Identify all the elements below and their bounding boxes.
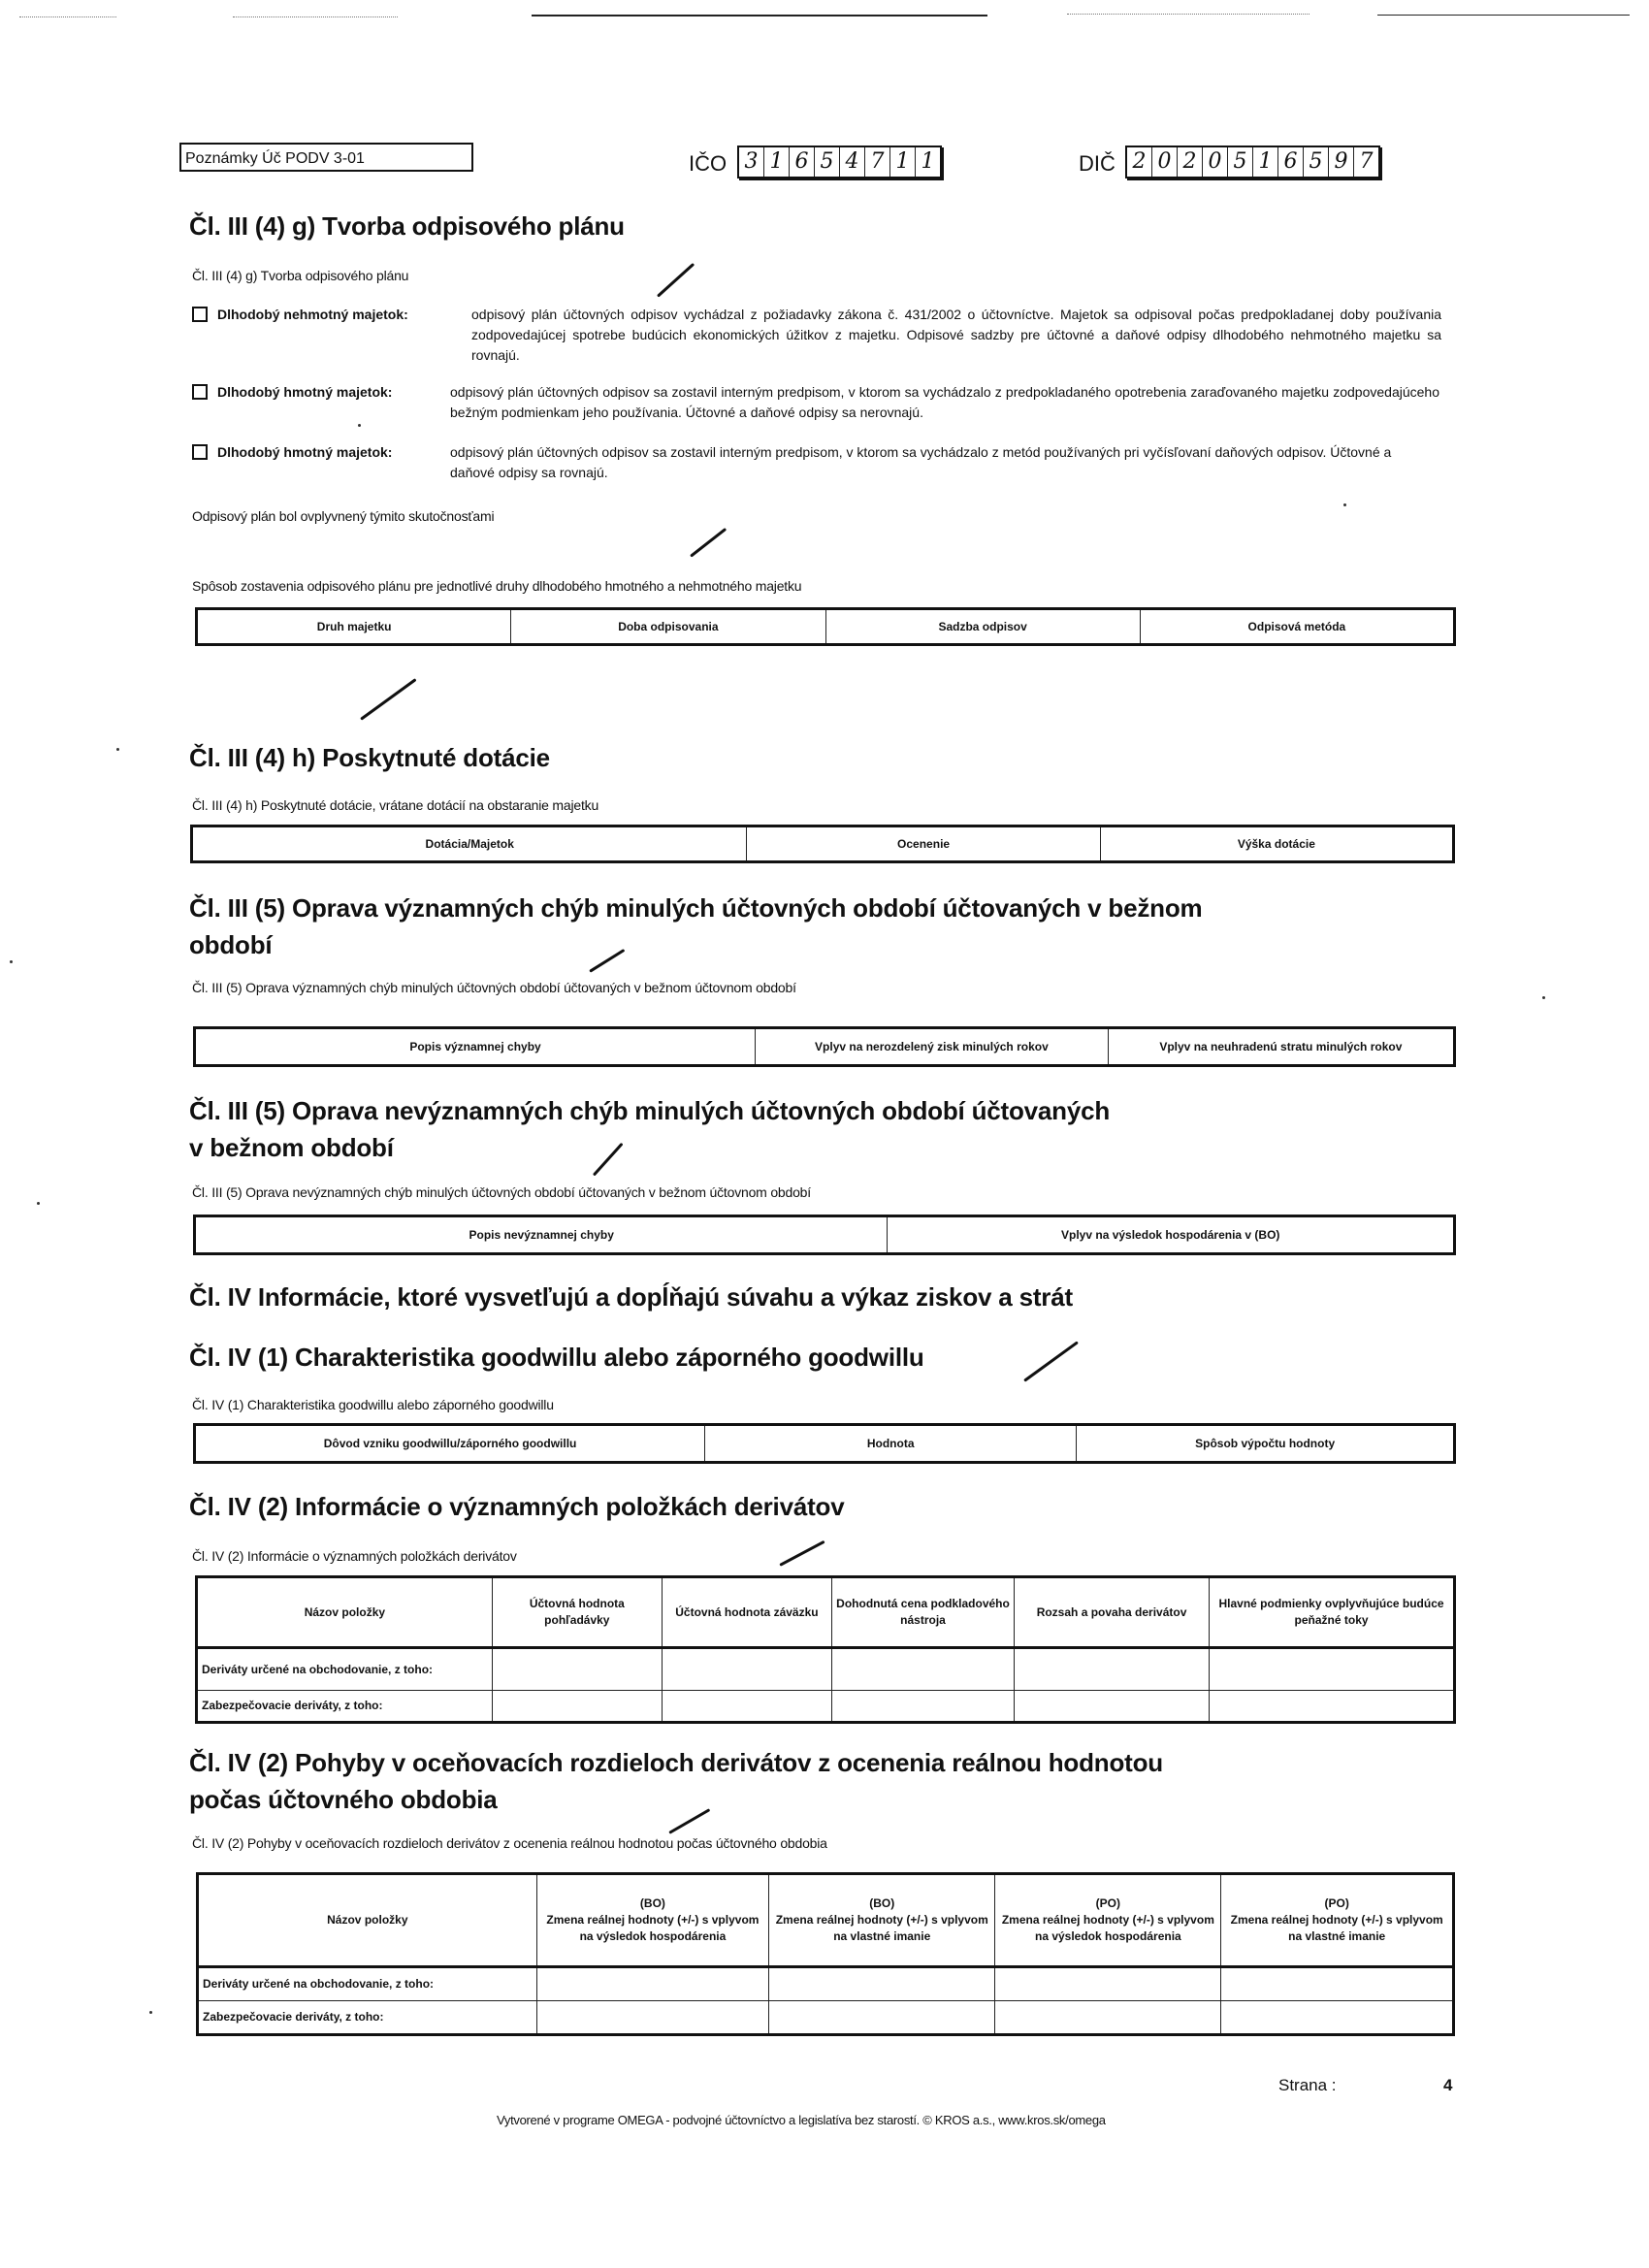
- col-header: Sadzba odpisov: [825, 609, 1140, 645]
- col-header: Popis nevýznamnej chyby: [195, 1216, 888, 1254]
- ico-digit: 1: [921, 149, 935, 174]
- header-period: (BO): [639, 1896, 665, 1910]
- section-title-goodwill: Čl. IV (1) Charakteristika goodwillu alebo záporného goodwillu: [189, 1343, 924, 1372]
- option-tangible-assets-1: [192, 382, 1445, 423]
- section-title-part-iv: Čl. IV Informácie, ktoré vysvetľujú a dopĺňajú súvahu a výkaz ziskov a strát: [189, 1282, 1073, 1312]
- section-title-insignificant-errors: [189, 1092, 1470, 1166]
- goodwill-table: [193, 1423, 1456, 1464]
- significant-errors-table: [193, 1026, 1456, 1067]
- section-title-derivatives-movements: [189, 1744, 1470, 1818]
- col-header: Druh majetku: [197, 609, 511, 645]
- handwritten-slash-mark: [779, 1540, 824, 1567]
- col-header: Výška dotácie: [1100, 826, 1453, 862]
- dic-digit: 5: [1304, 147, 1329, 177]
- page-number: 4: [1443, 2076, 1453, 2094]
- section-title-derivatives-info: Čl. IV (2) Informácie o významných položkách derivátov: [189, 1492, 845, 1521]
- col-header: [198, 1874, 537, 1967]
- option-label: Dlhodobý hmotný majetok:: [217, 444, 393, 460]
- title-line: Čl. III (5) Oprava významných chýb minulých účtovných období účtovaných v bežnom: [189, 893, 1203, 923]
- handwritten-slash-mark: [360, 678, 416, 721]
- table-cell[interactable]: [831, 1691, 1014, 1723]
- col-header: Popis významnej chyby: [195, 1028, 756, 1066]
- table-cell[interactable]: [1015, 1648, 1210, 1691]
- derivatives-movements-table: [196, 1872, 1455, 2036]
- ico-digit: 4: [840, 147, 865, 177]
- table-cell[interactable]: [492, 1648, 662, 1691]
- col-header: Ocenenie: [747, 826, 1100, 862]
- col-header: Doba odpisovania: [511, 609, 825, 645]
- table-cell[interactable]: [995, 2001, 1221, 2035]
- ico-digit: 7: [865, 147, 890, 177]
- scan-artifact-dots: [19, 16, 116, 18]
- table-row: [198, 2001, 1454, 2035]
- col-header: Vplyv na výsledok hospodárenia v (BO): [888, 1216, 1455, 1254]
- col-header: Účtovná hodnota pohľadávky: [492, 1577, 662, 1648]
- scan-speck: [37, 1202, 40, 1205]
- scan-speck: [10, 960, 13, 963]
- col-header: [536, 1874, 769, 1967]
- row-label: Zabezpečovacie deriváty, z toho:: [197, 1691, 493, 1723]
- scan-artifact-dots: [1067, 14, 1310, 16]
- col-header: Dohodnutá cena podkladového nástroja: [831, 1577, 1014, 1648]
- section-title-depreciation-plan: Čl. III (4) g) Tvorba odpisového plánu: [189, 211, 625, 241]
- section-subtitle: Čl. IV (1) Charakteristika goodwillu alebo záporného goodwillu: [192, 1397, 554, 1412]
- form-identifier: Poznámky Úč PODV 3-01: [179, 143, 473, 172]
- table-cell[interactable]: [536, 2001, 769, 2035]
- option-label: Dlhodobý hmotný majetok:: [217, 384, 393, 400]
- scan-speck: [149, 2011, 152, 2014]
- ico-digit: 6: [790, 147, 815, 177]
- col-header: [769, 1874, 995, 1967]
- ico-digit: 3: [739, 147, 764, 177]
- ico-label: IČO: [689, 151, 728, 176]
- ico-digit: 1: [890, 147, 916, 177]
- option-text: odpisový plán účtovných odpisov sa zostavil interným predpisom, v ktorom sa vychádzalo z predpokladaného opotrebenia zaraďovaného majetku zodpovedajúceho bežným podmienkam jeho používania. Účtovné a daňové odpisy sa nerovnajú.: [450, 384, 1439, 420]
- option-text: odpisový plán účtovných odpisov vychádzal z požiadavky zákona č. 431/2002 o účtovníctve. Majetok sa odpisoval počas predpokladanej doby používania zodpovedajúcej spotrebe budúcich ekonomických úžitkov z majetku. Odpisové sadzby pre účtovné a daňové odpisy dlhodobého nehmotného majetku sa rovnajú.: [471, 307, 1441, 363]
- col-header: Odpisová metóda: [1140, 609, 1454, 645]
- dic-digit: 1: [1253, 147, 1278, 177]
- table-cell[interactable]: [769, 2001, 995, 2035]
- page-label: Strana :: [1278, 2076, 1337, 2094]
- scan-speck: [358, 424, 361, 427]
- title-line: Čl. IV (2) Pohyby v oceňovacích rozdieloch derivátov z ocenenia reálnou hodnotou: [189, 1748, 1163, 1777]
- insignificant-errors-table: [193, 1215, 1456, 1255]
- table-cell[interactable]: [536, 1967, 769, 2001]
- scan-artifact-line: [532, 15, 987, 16]
- dic-digit: 0: [1203, 147, 1228, 177]
- header-description: Zmena reálnej hodnoty (+/-) s vplyvom na vlastné imanie: [775, 1913, 988, 1943]
- title-line: v bežnom období: [189, 1133, 394, 1162]
- depreciation-method-table: [195, 607, 1456, 646]
- table-cell[interactable]: [662, 1648, 831, 1691]
- col-header: Spôsob výpočtu hodnoty: [1077, 1425, 1455, 1463]
- ico-digit: 1: [764, 147, 790, 177]
- title-line: počas účtovného obdobia: [189, 1785, 498, 1814]
- dic-digit: 9: [1329, 147, 1354, 177]
- section-title-subsidies: Čl. III (4) h) Poskytnuté dotácie: [189, 743, 550, 772]
- section-subtitle: Čl. III (4) g) Tvorba odpisového plánu: [192, 268, 409, 283]
- derivatives-info-table: [195, 1575, 1456, 1724]
- dic-digit: 7: [1359, 149, 1374, 174]
- col-header: Dotácia/Majetok: [192, 826, 747, 862]
- section-subtitle: Čl. III (5) Oprava významných chýb minulých účtovných období účtovaných v bežnom účtovnom období: [192, 980, 796, 995]
- section-subtitle: Čl. III (5) Oprava nevýznamných chýb minulých účtovných období účtovaných v bežnom účtovnom období: [192, 1184, 811, 1200]
- option-tangible-assets-2: [192, 442, 1445, 483]
- handwritten-slash-mark: [1023, 1341, 1079, 1381]
- col-header: [1221, 1874, 1454, 1967]
- ico-field[interactable]: [737, 146, 942, 178]
- option-intangible-assets: [192, 305, 1445, 366]
- method-note: Spôsob zostavenia odpisového plánu pre jednotlivé druhy dlhodobého hmotného a nehmotného majetku: [192, 578, 802, 594]
- header-period: (PO): [1324, 1896, 1349, 1910]
- header-period: (BO): [869, 1896, 895, 1910]
- col-header: Vplyv na neuhradenú stratu minulých rokov: [1108, 1028, 1454, 1066]
- dic-digit: 2: [1178, 147, 1203, 177]
- section-subtitle: Čl. IV (2) Informácie o významných položkách derivátov: [192, 1548, 517, 1564]
- scan-speck: [1542, 996, 1545, 999]
- table-cell[interactable]: [995, 1967, 1221, 2001]
- title-line: období: [189, 930, 273, 959]
- dic-digit: 2: [1127, 147, 1152, 177]
- table-cell[interactable]: [1221, 1967, 1454, 2001]
- dic-field[interactable]: [1125, 146, 1380, 178]
- checkbox-intangible[interactable]: [192, 307, 208, 322]
- table-cell[interactable]: [1210, 1691, 1455, 1723]
- scan-artifact-line: [1377, 15, 1630, 16]
- table-cell[interactable]: [1015, 1691, 1210, 1723]
- row-label: Deriváty určené na obchodovanie, z toho:: [197, 1648, 493, 1691]
- table-cell[interactable]: [1210, 1648, 1455, 1691]
- table-cell[interactable]: [662, 1691, 831, 1723]
- checkbox-tangible-2[interactable]: [192, 444, 208, 460]
- section-subtitle: Čl. III (4) h) Poskytnuté dotácie, vrátane dotácií na obstaranie majetku: [192, 797, 599, 813]
- title-line: Čl. III (5) Oprava nevýznamných chýb minulých účtovných období účtovaných: [189, 1096, 1111, 1125]
- footer-credit: Vytvorené v programe OMEGA - podvojné účtovníctvo a legislatíva bez starostí. © KROS a.s., www.kros.sk/omega: [497, 2113, 1106, 2127]
- col-header: Hodnota: [705, 1425, 1077, 1463]
- option-text: odpisový plán účtovných odpisov sa zostavil interným predpisom, v ktorom sa vychádzalo z metód používaných pri vyčísľovaní daňových odpisov. Účtovné a daňové odpisy sa rovnajú.: [450, 444, 1392, 480]
- scan-artifact-dots: [233, 16, 398, 18]
- dic-label: DIČ: [1079, 151, 1116, 176]
- option-label: Dlhodobý nehmotný majetok:: [217, 307, 408, 322]
- scan-speck: [116, 748, 119, 751]
- col-header: Dôvod vzniku goodwillu/záporného goodwillu: [195, 1425, 705, 1463]
- ico-digit: 5: [815, 147, 840, 177]
- row-label: Zabezpečovacie deriváty, z toho:: [198, 2001, 537, 2035]
- col-header: Účtovná hodnota záväzku: [662, 1577, 831, 1648]
- table-row: [197, 1648, 1455, 1691]
- handwritten-slash-mark: [690, 528, 727, 558]
- header-period: (PO): [1095, 1896, 1121, 1910]
- table-row: [198, 1967, 1454, 2001]
- scan-speck: [1343, 503, 1346, 506]
- table-cell[interactable]: [492, 1691, 662, 1723]
- col-header: Názov položky: [197, 1577, 493, 1648]
- row-label: Deriváty určené na obchodovanie, z toho:: [198, 1967, 537, 2001]
- dic-digit: 6: [1278, 147, 1304, 177]
- table-cell[interactable]: [769, 1967, 995, 2001]
- header-line-2: Názov položky: [327, 1913, 408, 1927]
- header-description: Zmena reálnej hodnoty (+/-) s vplyvom na výsledok hospodárenia: [1001, 1913, 1214, 1943]
- subsidies-table: [190, 825, 1455, 863]
- dic-digit: 0: [1152, 147, 1178, 177]
- handwritten-slash-mark: [657, 263, 695, 298]
- col-header: Rozsah a povaha derivátov: [1015, 1577, 1210, 1648]
- checkbox-tangible-1[interactable]: [192, 384, 208, 400]
- influenced-note: Odpisový plán bol ovplyvnený týmito skutočnosťami: [192, 508, 495, 524]
- table-row: [197, 1691, 1455, 1723]
- header-description: Zmena reálnej hodnoty (+/-) s vplyvom na vlastné imanie: [1230, 1913, 1443, 1943]
- col-header: Hlavné podmienky ovplyvňujúce budúce peňažné toky: [1210, 1577, 1455, 1648]
- col-header: [995, 1874, 1221, 1967]
- table-cell[interactable]: [1221, 2001, 1454, 2035]
- dic-digit: 5: [1228, 147, 1253, 177]
- header-description: Zmena reálnej hodnoty (+/-) s vplyvom na výsledok hospodárenia: [546, 1913, 760, 1943]
- section-subtitle: Čl. IV (2) Pohyby v oceňovacích rozdieloch derivátov z ocenenia reálnou hodnotou počas účtovného obdobia: [192, 1835, 827, 1851]
- table-cell[interactable]: [831, 1648, 1014, 1691]
- section-title-significant-errors: [189, 890, 1470, 963]
- col-header: Vplyv na nerozdelený zisk minulých rokov: [756, 1028, 1109, 1066]
